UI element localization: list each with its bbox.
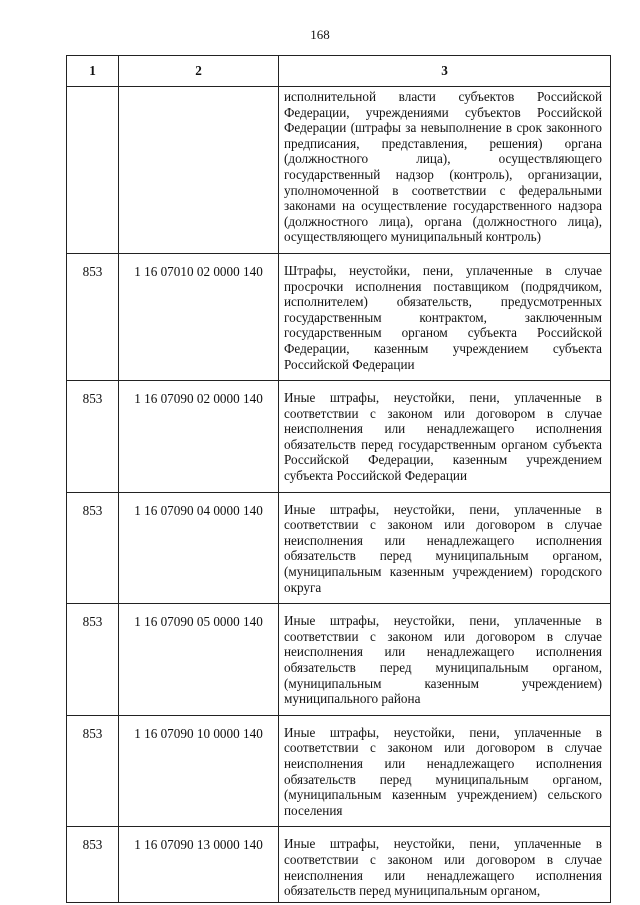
kbk-code-cell: 1 16 07090 13 0000 140: [119, 827, 279, 902]
column-header-1: 1: [67, 56, 119, 87]
admin-code-cell: 853: [67, 492, 119, 604]
description-cell: Иные штрафы, неустойки, пени, уплаченные в соответствии с законом или договором в случае неисполнения или ненадлежащего исполнения обязательств перед государственным органом субъекта Российской Федерации, казенным учреждением субъекта Российской Федерации: [279, 381, 611, 493]
table-row: [67, 715, 611, 827]
kbk-code-cell: [119, 87, 279, 254]
description-cell: Иные штрафы, неустойки, пени, уплаченные в соответствии с законом или договором в случае неисполнения или ненадлежащего исполнения обязательств перед муниципальным органом,: [279, 827, 611, 902]
table-row: [67, 381, 611, 493]
table-row: [67, 87, 611, 254]
kbk-code-cell: 1 16 07090 04 0000 140: [119, 492, 279, 604]
table-row: [67, 604, 611, 716]
admin-code-cell: 853: [67, 253, 119, 380]
description-cell: Иные штрафы, неустойки, пени, уплаченные в соответствии с законом или договором в случае неисполнения или ненадлежащего исполнения обязательств перед муниципальным органом, (муниципальным казенным учреждением) муниципального района: [279, 604, 611, 716]
column-header-3: 3: [279, 56, 611, 87]
kbk-code-cell: 1 16 07090 10 0000 140: [119, 715, 279, 827]
kbk-code-cell: 1 16 07010 02 0000 140: [119, 253, 279, 380]
revenue-code-table: [66, 55, 611, 903]
admin-code-cell: 853: [67, 715, 119, 827]
description-cell: исполнительной власти субъектов Российской Федерации, учреждениями субъектов Российской Федерации (штрафы за невыполнение в срок законного предписания, представления, решения) органа (должностного лица), осуществляющего государственный надзор (контроль), организации, уполномоченной в соответствии с федеральными законами на осуществление государственного надзора (должностного лица), органа (должностного лица), осуществляющего муниципальный контроль): [279, 87, 611, 254]
table-row: [67, 827, 611, 902]
admin-code-cell: 853: [67, 381, 119, 493]
column-header-2: 2: [119, 56, 279, 87]
table-header-row: [67, 56, 611, 87]
kbk-code-cell: 1 16 07090 02 0000 140: [119, 381, 279, 493]
admin-code-cell: 853: [67, 827, 119, 902]
kbk-code-cell: 1 16 07090 05 0000 140: [119, 604, 279, 716]
table-row: [67, 492, 611, 604]
description-cell: Иные штрафы, неустойки, пени, уплаченные в соответствии с законом или договором в случае неисполнения или ненадлежащего исполнения обязательств перед муниципальным органом, (муниципальным казенным учреждением) сельского поселения: [279, 715, 611, 827]
page-number: 168: [310, 27, 330, 42]
description-cell: Штрафы, неустойки, пени, уплаченные в случае просрочки исполнения поставщиком (подрядчиком, исполнителем) обязательств, предусмотренных государственным контрактом, заключенным государственным органом субъекта Российской Федерации, казенным учреждением субъекта Российской Федерации: [279, 253, 611, 380]
admin-code-cell: [67, 87, 119, 254]
table-row: [67, 253, 611, 380]
description-cell: Иные штрафы, неустойки, пени, уплаченные в соответствии с законом или договором в случае неисполнения или ненадлежащего исполнения обязательств перед муниципальным органом, (муниципальным казенным учреждением) городского округа: [279, 492, 611, 604]
admin-code-cell: 853: [67, 604, 119, 716]
